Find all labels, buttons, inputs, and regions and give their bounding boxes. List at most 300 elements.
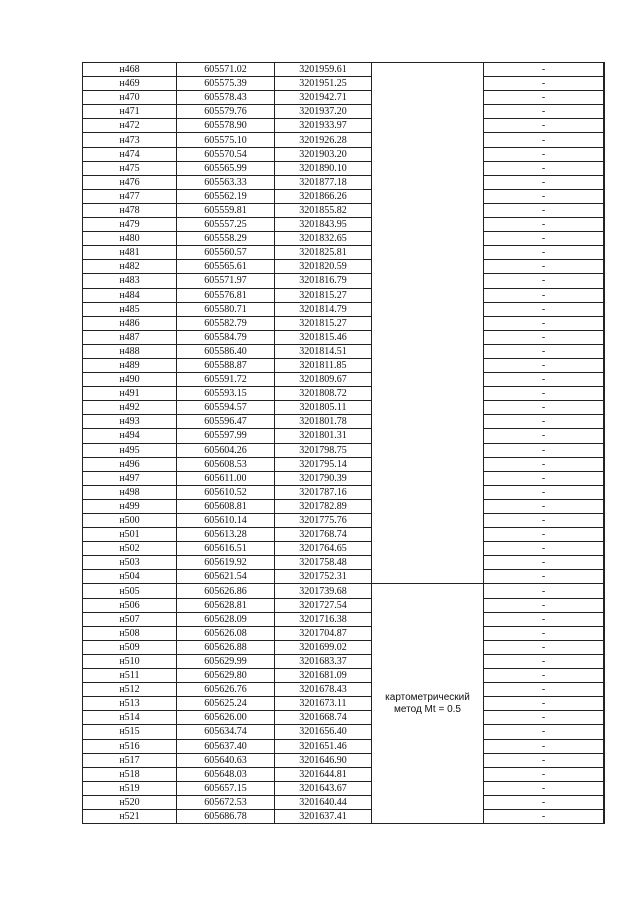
note-cell: - [484,499,605,513]
note-cell: - [484,91,605,105]
method-cell-empty [372,358,484,372]
method-label-line1: картометрический [385,691,470,703]
x-coordinate-cell: 605571.97 [177,274,275,288]
table-row [83,91,605,105]
table-row [83,373,605,387]
x-coordinate-cell: 605648.03 [177,767,275,781]
y-coordinate-cell: 3201790.39 [275,471,372,485]
x-coordinate-cell: 605608.53 [177,457,275,471]
x-coordinate-cell: 605584.79 [177,330,275,344]
table-row [83,697,605,711]
note-cell: - [484,302,605,316]
table-row [83,274,605,288]
note-cell: - [484,232,605,246]
y-coordinate-cell: 3201809.67 [275,373,372,387]
point-id-cell: н489 [83,358,177,372]
x-coordinate-cell: 605629.80 [177,669,275,683]
point-id-cell: н481 [83,246,177,260]
note-cell: - [484,373,605,387]
note-cell: - [484,739,605,753]
point-id-cell: н487 [83,330,177,344]
table-row [83,584,605,598]
point-id-cell: н483 [83,274,177,288]
point-id-cell: н507 [83,612,177,626]
y-coordinate-cell: 3201801.31 [275,429,372,443]
note-cell: - [484,77,605,91]
note-cell: - [484,260,605,274]
x-coordinate-cell: 605580.71 [177,302,275,316]
x-coordinate-cell: 605621.54 [177,570,275,584]
table-row [83,499,605,513]
table-row [83,753,605,767]
table-row [83,330,605,344]
y-coordinate-cell: 3201651.46 [275,739,372,753]
note-cell: - [484,316,605,330]
point-id-cell: н482 [83,260,177,274]
y-coordinate-cell: 3201752.31 [275,570,372,584]
table-row [83,119,605,133]
point-id-cell: н474 [83,147,177,161]
y-coordinate-cell: 3201815.46 [275,330,372,344]
x-coordinate-cell: 605610.14 [177,514,275,528]
table-row [83,218,605,232]
y-coordinate-cell: 3201926.28 [275,133,372,147]
y-coordinate-cell: 3201668.74 [275,711,372,725]
point-id-cell: н519 [83,781,177,795]
y-coordinate-cell: 3201877.18 [275,175,372,189]
table-row [83,161,605,175]
method-cell-empty [372,105,484,119]
x-coordinate-cell: 605637.40 [177,739,275,753]
point-id-cell: н476 [83,175,177,189]
y-coordinate-cell: 3201820.59 [275,260,372,274]
x-coordinate-cell: 605578.43 [177,91,275,105]
table-row [83,133,605,147]
x-coordinate-cell: 605629.99 [177,654,275,668]
point-id-cell: н495 [83,443,177,457]
table-row [83,612,605,626]
method-cell-empty [372,288,484,302]
x-coordinate-cell: 605626.00 [177,711,275,725]
y-coordinate-cell: 3201758.48 [275,556,372,570]
note-cell: - [484,133,605,147]
x-coordinate-cell: 605626.08 [177,626,275,640]
y-coordinate-cell: 3201782.89 [275,499,372,513]
note-cell: - [484,288,605,302]
point-id-cell: н473 [83,133,177,147]
x-coordinate-cell: 605591.72 [177,373,275,387]
table-row [83,401,605,415]
note-cell: - [484,429,605,443]
table-row [83,598,605,612]
note-cell: - [484,401,605,415]
note-cell: - [484,344,605,358]
y-coordinate-cell: 3201673.11 [275,697,372,711]
table-row [83,302,605,316]
method-cell-empty [372,471,484,485]
x-coordinate-cell: 605657.15 [177,781,275,795]
y-coordinate-cell: 3201727.54 [275,598,372,612]
note-cell: - [484,725,605,739]
method-cell-empty [372,556,484,570]
table-row [83,514,605,528]
x-coordinate-cell: 605579.76 [177,105,275,119]
note-cell: - [484,598,605,612]
coordinates-table [82,62,605,824]
y-coordinate-cell: 3201646.90 [275,753,372,767]
y-coordinate-cell: 3201814.79 [275,302,372,316]
point-id-cell: н477 [83,189,177,203]
table-row [83,415,605,429]
note-cell: - [484,795,605,809]
method-cell-empty [372,147,484,161]
table-row [83,471,605,485]
point-id-cell: н503 [83,556,177,570]
point-id-cell: н486 [83,316,177,330]
y-coordinate-cell: 3201699.02 [275,640,372,654]
method-cell-empty [372,373,484,387]
table-row [83,795,605,809]
note-cell: - [484,189,605,203]
method-cell-empty [372,499,484,513]
x-coordinate-cell: 605597.99 [177,429,275,443]
method-cell-empty [372,330,484,344]
x-coordinate-cell: 605640.63 [177,753,275,767]
table-row [83,809,605,823]
x-coordinate-cell: 605565.99 [177,161,275,175]
x-coordinate-cell: 605613.28 [177,528,275,542]
y-coordinate-cell: 3201937.20 [275,105,372,119]
y-coordinate-cell: 3201787.16 [275,485,372,499]
note-cell: - [484,387,605,401]
table-row [83,288,605,302]
table-row [83,260,605,274]
x-coordinate-cell: 605608.81 [177,499,275,513]
note-cell: - [484,514,605,528]
y-coordinate-cell: 3201933.97 [275,119,372,133]
y-coordinate-cell: 3201959.61 [275,63,372,77]
point-id-cell: н490 [83,373,177,387]
note-cell: - [484,119,605,133]
method-label-line2: метод Mt = 0.5 [394,703,461,715]
method-cell-empty [372,232,484,246]
x-coordinate-cell: 605619.92 [177,556,275,570]
y-coordinate-cell: 3201814.51 [275,344,372,358]
x-coordinate-cell: 605626.88 [177,640,275,654]
point-id-cell: н480 [83,232,177,246]
y-coordinate-cell: 3201643.67 [275,781,372,795]
point-id-cell: н492 [83,401,177,415]
point-id-cell: н505 [83,584,177,598]
x-coordinate-cell: 605616.51 [177,542,275,556]
table-row [83,626,605,640]
table-row [83,669,605,683]
y-coordinate-cell: 3201805.11 [275,401,372,415]
note-cell: - [484,274,605,288]
y-coordinate-cell: 3201815.27 [275,316,372,330]
point-id-cell: н515 [83,725,177,739]
y-coordinate-cell: 3201704.87 [275,626,372,640]
method-cell-empty [372,133,484,147]
method-cell-empty [372,119,484,133]
x-coordinate-cell: 605610.52 [177,485,275,499]
point-id-cell: н472 [83,119,177,133]
table-row [83,246,605,260]
method-cell-empty [372,415,484,429]
table-row [83,711,605,725]
point-id-cell: н478 [83,203,177,217]
note-cell: - [484,358,605,372]
x-coordinate-cell: 605563.33 [177,175,275,189]
point-id-cell: н484 [83,288,177,302]
x-coordinate-cell: 605593.15 [177,387,275,401]
point-id-cell: н517 [83,753,177,767]
note-cell: - [484,669,605,683]
table-row [83,358,605,372]
point-id-cell: н469 [83,77,177,91]
point-id-cell: н496 [83,457,177,471]
table-row [83,443,605,457]
method-cell-empty [372,161,484,175]
y-coordinate-cell: 3201801.78 [275,415,372,429]
table-row [83,63,605,77]
x-coordinate-cell: 605625.24 [177,697,275,711]
x-coordinate-cell: 605586.40 [177,344,275,358]
y-coordinate-cell: 3201678.43 [275,683,372,697]
point-id-cell: н506 [83,598,177,612]
point-id-cell: н497 [83,471,177,485]
point-id-cell: н504 [83,570,177,584]
y-coordinate-cell: 3201775.76 [275,514,372,528]
y-coordinate-cell: 3201808.72 [275,387,372,401]
y-coordinate-cell: 3201866.26 [275,189,372,203]
point-id-cell: н491 [83,387,177,401]
table-row [83,739,605,753]
x-coordinate-cell: 605571.02 [177,63,275,77]
method-cell-empty [372,387,484,401]
method-cell-empty [372,175,484,189]
point-id-cell: н501 [83,528,177,542]
x-coordinate-cell: 605594.57 [177,401,275,415]
table-row [83,203,605,217]
method-cell-empty [372,302,484,316]
coordinates-table-body [83,63,605,824]
y-coordinate-cell: 3201855.82 [275,203,372,217]
x-coordinate-cell: 605558.29 [177,232,275,246]
note-cell: - [484,485,605,499]
table-row [83,175,605,189]
note-cell: - [484,654,605,668]
note-cell: - [484,457,605,471]
point-id-cell: н500 [83,514,177,528]
y-coordinate-cell: 3201832.65 [275,232,372,246]
method-cell-empty [372,514,484,528]
x-coordinate-cell: 605596.47 [177,415,275,429]
method-cell-empty [372,316,484,330]
method-cell-empty [372,203,484,217]
note-cell: - [484,443,605,457]
y-coordinate-cell: 3201644.81 [275,767,372,781]
method-cell-empty [372,570,484,584]
method-cell-empty [372,485,484,499]
x-coordinate-cell: 605575.39 [177,77,275,91]
x-coordinate-cell: 605626.86 [177,584,275,598]
note-cell: - [484,175,605,189]
method-cell [372,584,484,824]
x-coordinate-cell: 605686.78 [177,809,275,823]
table-row [83,528,605,542]
table-row [83,147,605,161]
note-cell: - [484,753,605,767]
point-id-cell: н494 [83,429,177,443]
method-cell-empty [372,63,484,77]
table-row [83,654,605,668]
point-id-cell: н475 [83,161,177,175]
note-cell: - [484,612,605,626]
y-coordinate-cell: 3201768.74 [275,528,372,542]
point-id-cell: н468 [83,63,177,77]
x-coordinate-cell: 605626.76 [177,683,275,697]
table-row [83,387,605,401]
y-coordinate-cell: 3201951.25 [275,77,372,91]
table-row [83,105,605,119]
x-coordinate-cell: 605588.87 [177,358,275,372]
note-cell: - [484,471,605,485]
x-coordinate-cell: 605604.26 [177,443,275,457]
y-coordinate-cell: 3201825.81 [275,246,372,260]
x-coordinate-cell: 605560.57 [177,246,275,260]
note-cell: - [484,105,605,119]
y-coordinate-cell: 3201815.27 [275,288,372,302]
y-coordinate-cell: 3201942.71 [275,91,372,105]
method-cell-empty [372,218,484,232]
point-id-cell: н518 [83,767,177,781]
note-cell: - [484,697,605,711]
note-cell: - [484,542,605,556]
point-id-cell: н521 [83,809,177,823]
table-row [83,77,605,91]
x-coordinate-cell: 605582.79 [177,316,275,330]
point-id-cell: н502 [83,542,177,556]
method-cell-empty [372,443,484,457]
note-cell: - [484,203,605,217]
table-row [83,570,605,584]
note-cell: - [484,809,605,823]
table-row [83,640,605,654]
y-coordinate-cell: 3201681.09 [275,669,372,683]
note-cell: - [484,556,605,570]
note-cell: - [484,640,605,654]
y-coordinate-cell: 3201903.20 [275,147,372,161]
note-cell: - [484,781,605,795]
point-id-cell: н512 [83,683,177,697]
table-row [83,683,605,697]
y-coordinate-cell: 3201890.10 [275,161,372,175]
method-cell-empty [372,528,484,542]
method-cell-empty [372,77,484,91]
y-coordinate-cell: 3201656.40 [275,725,372,739]
method-cell-empty [372,401,484,415]
table-row [83,767,605,781]
x-coordinate-cell: 605634.74 [177,725,275,739]
x-coordinate-cell: 605578.90 [177,119,275,133]
point-id-cell: н513 [83,697,177,711]
table-row [83,316,605,330]
y-coordinate-cell: 3201798.75 [275,443,372,457]
y-coordinate-cell: 3201816.79 [275,274,372,288]
y-coordinate-cell: 3201716.38 [275,612,372,626]
y-coordinate-cell: 3201843.95 [275,218,372,232]
method-cell-empty [372,429,484,443]
method-cell-empty [372,91,484,105]
y-coordinate-cell: 3201640.44 [275,795,372,809]
method-cell-empty [372,189,484,203]
x-coordinate-cell: 605628.09 [177,612,275,626]
table-row [83,457,605,471]
point-id-cell: н514 [83,711,177,725]
table-row [83,485,605,499]
y-coordinate-cell: 3201764.65 [275,542,372,556]
point-id-cell: н471 [83,105,177,119]
note-cell: - [484,767,605,781]
x-coordinate-cell: 605611.00 [177,471,275,485]
table-row [83,189,605,203]
note-cell: - [484,683,605,697]
x-coordinate-cell: 605672.53 [177,795,275,809]
y-coordinate-cell: 3201683.37 [275,654,372,668]
point-id-cell: н499 [83,499,177,513]
note-cell: - [484,584,605,598]
method-cell-empty [372,260,484,274]
y-coordinate-cell: 3201637.41 [275,809,372,823]
point-id-cell: н516 [83,739,177,753]
y-coordinate-cell: 3201739.68 [275,584,372,598]
point-id-cell: н493 [83,415,177,429]
table-row [83,232,605,246]
note-cell: - [484,711,605,725]
note-cell: - [484,330,605,344]
table-row [83,542,605,556]
y-coordinate-cell: 3201795.14 [275,457,372,471]
point-id-cell: н498 [83,485,177,499]
note-cell: - [484,63,605,77]
x-coordinate-cell: 605559.81 [177,203,275,217]
method-cell-empty [372,246,484,260]
note-cell: - [484,626,605,640]
method-cell-empty [372,542,484,556]
x-coordinate-cell: 605565.61 [177,260,275,274]
point-id-cell: н509 [83,640,177,654]
x-coordinate-cell: 605575.10 [177,133,275,147]
note-cell: - [484,415,605,429]
note-cell: - [484,147,605,161]
point-id-cell: н470 [83,91,177,105]
table-row [83,556,605,570]
point-id-cell: н479 [83,218,177,232]
note-cell: - [484,161,605,175]
table-row [83,429,605,443]
x-coordinate-cell: 605628.81 [177,598,275,612]
note-cell: - [484,218,605,232]
point-id-cell: н511 [83,669,177,683]
table-row [83,781,605,795]
note-cell: - [484,246,605,260]
note-cell: - [484,570,605,584]
method-cell-empty [372,344,484,358]
method-cell-empty [372,457,484,471]
point-id-cell: н508 [83,626,177,640]
note-cell: - [484,528,605,542]
